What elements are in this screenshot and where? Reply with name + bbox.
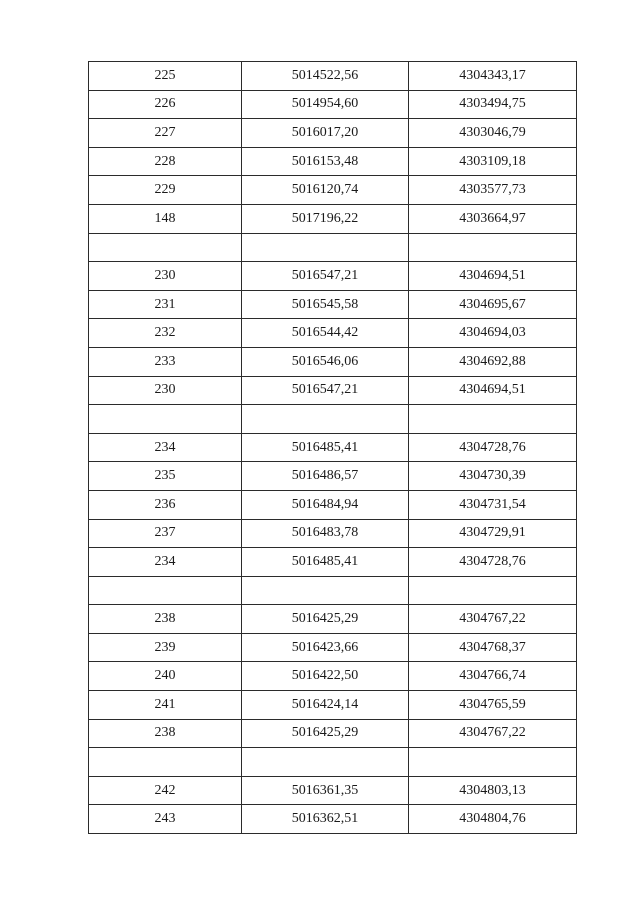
table-row [89,376,577,405]
y-coordinate-cell: 4303494,75 [409,90,577,119]
y-coordinate-cell: 4304730,39 [409,462,577,491]
y-coordinate-cell: 4304767,22 [409,719,577,748]
point-number-cell: 230 [89,262,242,291]
table-row [89,290,577,319]
x-coordinate-cell: 5016425,29 [242,719,409,748]
point-number-cell [89,233,242,262]
point-number-cell: 238 [89,719,242,748]
x-coordinate-cell: 5016423,66 [242,633,409,662]
y-coordinate-cell: 4304804,76 [409,805,577,834]
point-number-cell: 227 [89,119,242,148]
y-coordinate-cell: 4304765,59 [409,691,577,720]
y-coordinate-cell [409,405,577,434]
table-row [89,347,577,376]
x-coordinate-cell: 5016153,48 [242,147,409,176]
table-row [89,548,577,577]
table-row [89,776,577,805]
point-number-cell: 243 [89,805,242,834]
y-coordinate-cell [409,748,577,777]
y-coordinate-cell: 4304728,76 [409,548,577,577]
table-row [89,176,577,205]
point-number-cell: 148 [89,204,242,233]
x-coordinate-cell: 5016425,29 [242,605,409,634]
table-row [89,433,577,462]
y-coordinate-cell: 4304731,54 [409,490,577,519]
point-number-cell: 238 [89,605,242,634]
y-coordinate-cell: 4304768,37 [409,633,577,662]
x-coordinate-cell: 5014954,60 [242,90,409,119]
table-row [89,262,577,291]
x-coordinate-cell: 5016485,41 [242,548,409,577]
point-number-cell: 234 [89,433,242,462]
table-row [89,462,577,491]
point-number-cell: 239 [89,633,242,662]
x-coordinate-cell: 5016422,50 [242,662,409,691]
point-number-cell [89,748,242,777]
table-row [89,605,577,634]
y-coordinate-cell: 4304766,74 [409,662,577,691]
point-number-cell: 226 [89,90,242,119]
table-row [89,119,577,148]
point-number-cell: 232 [89,319,242,348]
separator-row [89,748,577,777]
point-number-cell: 235 [89,462,242,491]
x-coordinate-cell: 5017196,22 [242,204,409,233]
point-number-cell [89,405,242,434]
y-coordinate-cell: 4303664,97 [409,204,577,233]
y-coordinate-cell: 4304692,88 [409,347,577,376]
point-number-cell: 230 [89,376,242,405]
x-coordinate-cell: 5016484,94 [242,490,409,519]
x-coordinate-cell: 5016486,57 [242,462,409,491]
y-coordinate-cell: 4304694,51 [409,376,577,405]
coordinates-table-body [89,62,577,834]
x-coordinate-cell: 5016120,74 [242,176,409,205]
y-coordinate-cell: 4303577,73 [409,176,577,205]
point-number-cell: 233 [89,347,242,376]
x-coordinate-cell: 5016485,41 [242,433,409,462]
point-number-cell: 237 [89,519,242,548]
x-coordinate-cell: 5016483,78 [242,519,409,548]
table-row [89,805,577,834]
y-coordinate-cell: 4304694,51 [409,262,577,291]
y-coordinate-cell [409,576,577,605]
table-row [89,90,577,119]
x-coordinate-cell: 5014522,56 [242,62,409,91]
table-row [89,519,577,548]
x-coordinate-cell: 5016545,58 [242,290,409,319]
point-number-cell: 229 [89,176,242,205]
separator-row [89,233,577,262]
y-coordinate-cell: 4303046,79 [409,119,577,148]
y-coordinate-cell [409,233,577,262]
x-coordinate-cell [242,233,409,262]
x-coordinate-cell: 5016424,14 [242,691,409,720]
point-number-cell: 234 [89,548,242,577]
x-coordinate-cell: 5016547,21 [242,262,409,291]
table-row [89,691,577,720]
table-row [89,319,577,348]
y-coordinate-cell: 4304803,13 [409,776,577,805]
x-coordinate-cell: 5016547,21 [242,376,409,405]
point-number-cell: 228 [89,147,242,176]
table-row [89,633,577,662]
point-number-cell: 241 [89,691,242,720]
y-coordinate-cell: 4304694,03 [409,319,577,348]
x-coordinate-cell [242,576,409,605]
y-coordinate-cell: 4304729,91 [409,519,577,548]
x-coordinate-cell [242,748,409,777]
table-row [89,62,577,91]
y-coordinate-cell: 4304343,17 [409,62,577,91]
separator-row [89,405,577,434]
y-coordinate-cell: 4304728,76 [409,433,577,462]
point-number-cell: 240 [89,662,242,691]
table-row [89,662,577,691]
y-coordinate-cell: 4303109,18 [409,147,577,176]
x-coordinate-cell [242,405,409,434]
table-row [89,490,577,519]
table-row [89,147,577,176]
x-coordinate-cell: 5016546,06 [242,347,409,376]
separator-row [89,576,577,605]
x-coordinate-cell: 5016544,42 [242,319,409,348]
x-coordinate-cell: 5016361,35 [242,776,409,805]
y-coordinate-cell: 4304767,22 [409,605,577,634]
point-number-cell: 231 [89,290,242,319]
x-coordinate-cell: 5016017,20 [242,119,409,148]
point-number-cell: 225 [89,62,242,91]
point-number-cell [89,576,242,605]
table-row [89,204,577,233]
y-coordinate-cell: 4304695,67 [409,290,577,319]
point-number-cell: 236 [89,490,242,519]
x-coordinate-cell: 5016362,51 [242,805,409,834]
coordinates-table [88,61,577,834]
point-number-cell: 242 [89,776,242,805]
table-row [89,719,577,748]
